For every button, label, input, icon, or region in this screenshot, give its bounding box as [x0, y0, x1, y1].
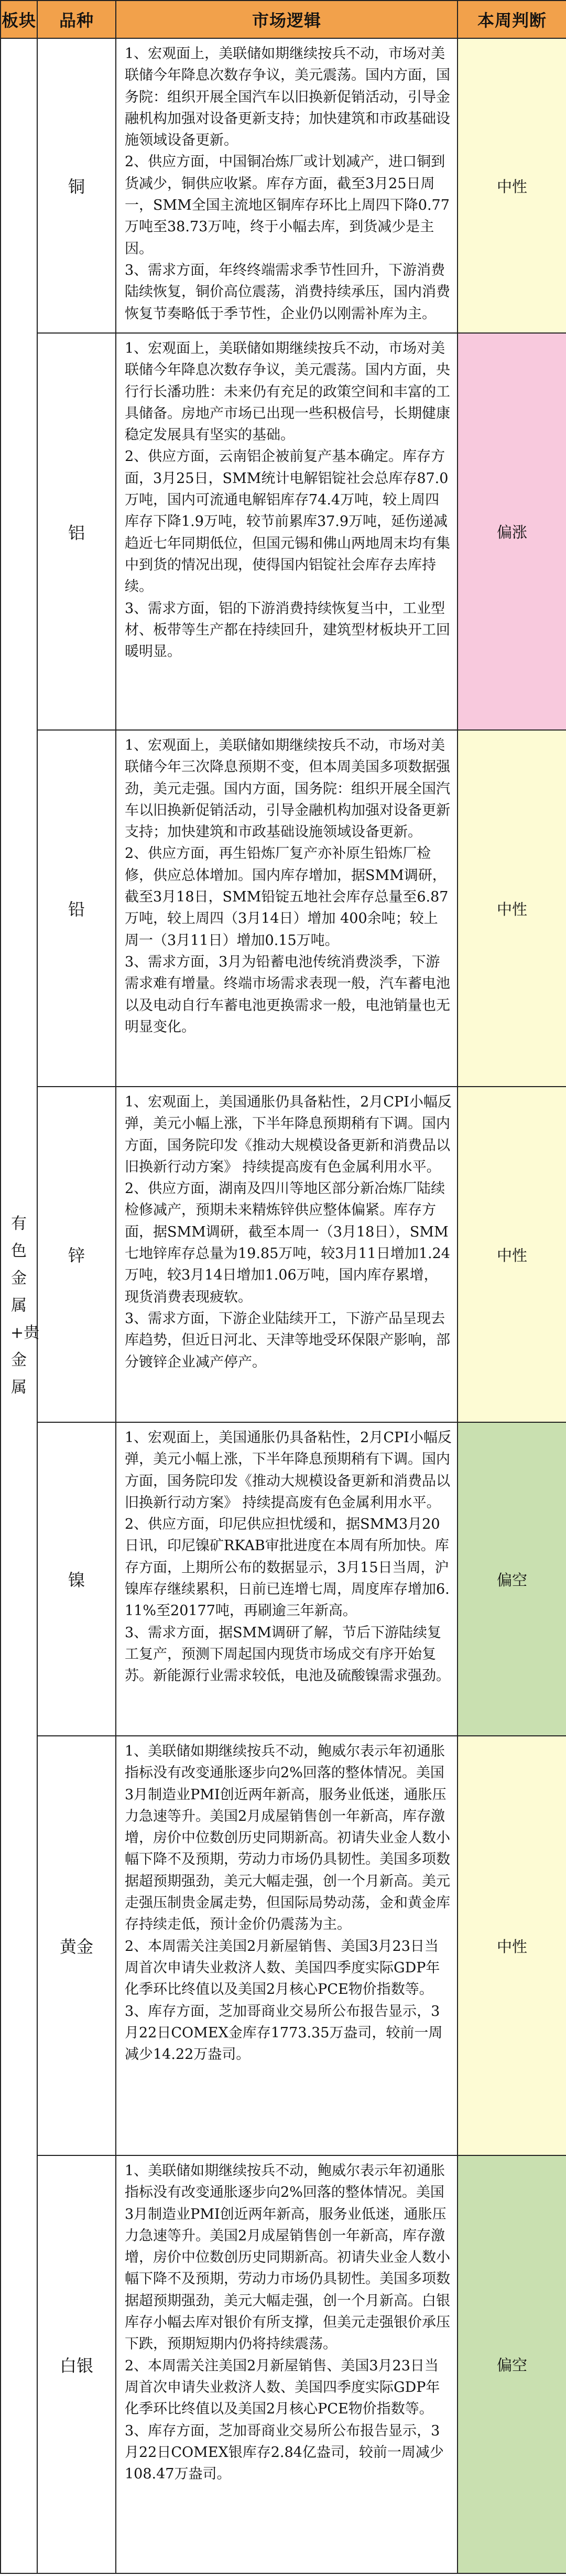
logic-paragraph: 1、宏观面上，美国通胀仍具备粘性，2月CPI小幅反弹，美元小幅上涨，下半年降息预期稍有下调。国内方面，国务院印发《推动大规模设备更新和消费品以旧换新行动方案》 持续提高废有色金属利用水平。: [125, 1430, 452, 1511]
judgment-nickel: 偏空: [458, 1422, 566, 1736]
logic-paragraph: 1、宏观面上，美联储如期继续按兵不动，市场对美联储今年三次降息预期不变，但本周美国多项数据强劲，美元走强。国内方面，国务院：组织开展全国汽车以旧换新促销活动，引导金融机构加强对设备更新支持；加快建筑和市政基础设施领域设备更新。: [125, 737, 450, 841]
judgment-silver: 偏空: [458, 2155, 566, 2573]
logic-copper: [116, 38, 458, 333]
header-variety: 品种: [37, 1, 116, 38]
table-row-gold: [1, 1736, 566, 2155]
logic-lead: [116, 730, 458, 1087]
judgment-gold: 中性: [458, 1736, 566, 2155]
logic-paragraph: 2、本周需关注美国2月新屋销售、美国3月23日当周首次申请失业救济人数、美国四季度实际GDP年化季环比终值以及美国2月核心PCE物价指数等。: [125, 2357, 440, 2418]
logic-paragraph: 1、美联储如期继续按兵不动，鲍威尔表示年初通胀指标没有改变通胀逐步向2%回落的整体情况。美国3月制造业PMI创近两年新高，服务业低迷，通胀压力急速等升。美国2月成屋销售创一年新高，库存激增，房价中位数创历史同期新高。初请失业金人数小幅下降不及预期，劳动力市场仍具韧性。美国多项数据超预期强劲，美元大幅走强，创一个月新高。美元走强压制贵金属走势，但国际局势动荡，金和黄金库存持续走低，预计金价仍震荡为主。: [125, 1743, 450, 1933]
variety-lead: 铅: [37, 730, 116, 1087]
table-row-zinc: [1, 1087, 566, 1422]
logic-paragraph: 2、供应方面，再生铅炼厂复产亦补原生铅炼厂检修，供应总体增加。国内库存增加，据SMM调研，截至3月18日，SMM铅锭五地社会库存总量至6.87万吨，较上周四（3月14日）增加 400余吨；较上周一（3月11日）增加0.15万吨。: [125, 845, 449, 949]
logic-paragraph: 1、宏观面上，美联储如期继续按兵不动，市场对美联储今年降息次数存争议，美元震荡。国内方面，国务院：组织开展全国汽车以旧换新促销活动，引导金融机构加强对设备更新支持；加快建筑和市政基础设施领域设备更新。: [125, 46, 450, 149]
variety-gold: 黄金: [37, 1736, 116, 2155]
table-row-aluminum: [1, 333, 566, 730]
logic-paragraph: 1、宏观面上，美国通胀仍具备粘性，2月CPI小幅反弹，美元小幅上涨，下半年降息预期稍有下调。国内方面，国务院印发《推动大规模设备更新和消费品以旧换新行动方案》 持续提高废有色金属利用水平。: [125, 1094, 452, 1175]
table-row-nickel: [1, 1422, 566, 1736]
judgment-lead: 中性: [458, 730, 566, 1087]
logic-paragraph: 3、库存方面，芝加哥商业交易所公布报告显示，3月22日COMEX金库存1773.35万盎司，较前一周减少14.22万盎司。: [125, 2003, 443, 2063]
header-row: [1, 1, 566, 38]
logic-paragraph: 2、本周需关注美国2月新屋销售、美国3月23日当周首次申请失业救济人数、美国四季度实际GDP年化季环比终值以及美国2月核心PCE物价指数等。: [125, 1938, 440, 1998]
logic-paragraph: 3、需求方面，3月为铅蓄电池传统消费淡季，下游需求难有增量。终端市场需求表现一般，汽车蓄电池以及电动自行车蓄电池更换需求一般，电池销量也无明显变化。: [125, 953, 450, 1035]
variety-copper: 铜: [37, 38, 116, 333]
logic-nickel: [116, 1422, 458, 1736]
logic-paragraph: 3、需求方面，铝的下游消费持续恢复当中，工业型材、板带等生产都在持续回升，建筑型材板块开工回暖明显。: [125, 600, 450, 660]
variety-silver: 白银: [37, 2155, 116, 2573]
variety-zinc: 锌: [37, 1087, 116, 1422]
table-row-lead: [1, 730, 566, 1087]
logic-paragraph: 2、供应方面，中国铜冶炼厂或计划减产，进口铜到货减少，铜供应收紧。库存方面，截至3月25日周一，SMM全国主流地区铜库存环比上周四下降0.77万吨至38.73万吨，终于小幅去库，到货减少是主因。: [125, 154, 450, 257]
sector-cell: 有色金属+贵金属: [1, 38, 37, 2573]
header-logic: 市场逻辑: [116, 1, 458, 38]
logic-paragraph: 3、需求方面，据SMM调研了解，节后下游陆续复工复产，预测下周起国内现货市场成交有序开始复苏。新能源行业需求较低，电池及硫酸镍需求强劲。: [125, 1624, 450, 1684]
judgment-aluminum: 偏涨: [458, 333, 566, 730]
logic-paragraph: 1、美联储如期继续按兵不动，鲍威尔表示年初通胀指标没有改变通胀逐步向2%回落的整体情况。美国3月制造业PMI创近两年新高，服务业低迷，通胀压力急速等升。美国2月成屋销售创一年新高，库存激增，房价中位数创历史同期新高。初请失业金人数小幅下降不及预期，劳动力市场仍具韧性。美国多项数据超预期强劲，美元大幅走强，创一个月新高。白银库存小幅去库对银价有所支撑，但美元走强银价承压下跌，预期短期内仍将持续震荡。: [125, 2163, 450, 2353]
logic-paragraph: 2、供应方面，印尼供应担忧缓和，据SMM3月20日讯，印尼镍矿RKAB审批进度在本周有所加快。库存方面，上期所公布的数据显示，3月15日当周，沪镍库存继续累积，日前已连增七周，周度库存增加6.11%至20177吨，再刷逾三年新高。: [125, 1516, 450, 1619]
table-row-silver: [1, 2155, 566, 2573]
logic-aluminum: [116, 333, 458, 730]
logic-paragraph: 2、供应方面，湖南及四川等地区部分新冶炼厂陆续检修减产，预期未来精炼锌供应整体偏紧。库存方面，据SMM调研，截至本周一（3月18日），SMM七地锌库存总量为19.85万吨，较3月11日增加1.24万吨，较3月14日增加1.06万吨，国内库存累增，现货消费表现疲软。: [125, 1180, 450, 1305]
logic-paragraph: 3、需求方面，年终终端需求季节性回升，下游消费陆续恢复，铜价高位震荡，消费持续承压，国内消费恢复节奏略低于季节性，企业仍以刚需补库为主。: [125, 262, 450, 322]
logic-zinc: [116, 1087, 458, 1422]
logic-gold: [116, 1736, 458, 2155]
header-judgment: 本周判断: [458, 1, 566, 38]
judgment-copper: 中性: [458, 38, 566, 333]
table-row-copper: [1, 38, 566, 333]
variety-nickel: 镍: [37, 1422, 116, 1736]
header-sector: 板块: [1, 1, 37, 38]
variety-aluminum: 铝: [37, 333, 116, 730]
judgment-zinc: 中性: [458, 1087, 566, 1422]
logic-paragraph: 3、库存方面，芝加哥商业交易所公布报告显示，3月22日COMEX银库存2.84亿盎司，较前一周减少108.47万盎司。: [125, 2422, 444, 2483]
logic-paragraph: 3、需求方面，下游企业陆续开工，下游产品呈现去库趋势，但近日河北、天津等地受环保限产影响，部分镀锌企业减产停产。: [125, 1310, 450, 1370]
logic-paragraph: 1、宏观面上，美联储如期继续按兵不动，市场对美联储今年降息次数存争议，美元震荡。国内方面，央行行长潘功胜：未来仍有充足的政策空间和丰富的工具储备。房地产市场已出现一些积极信号，长期健康稳定发展具有坚实的基础。: [125, 340, 450, 444]
logic-silver: [116, 2155, 458, 2573]
logic-paragraph: 2、供应方面，云南铝企被前复产基本确定。库存方面，3月25日，SMM统计电解铝锭社会总库存87.0万吨，国内可流通电解铝库存74.4万吨，较上周四库存下降1.9万吨，较节前累库37.9万吨，延伤递减趋近七年同期低位，但国元锡和佛山两地周末均有集中到货的情况出现，使得国内铝锭社会库存去库持续。: [125, 448, 450, 595]
